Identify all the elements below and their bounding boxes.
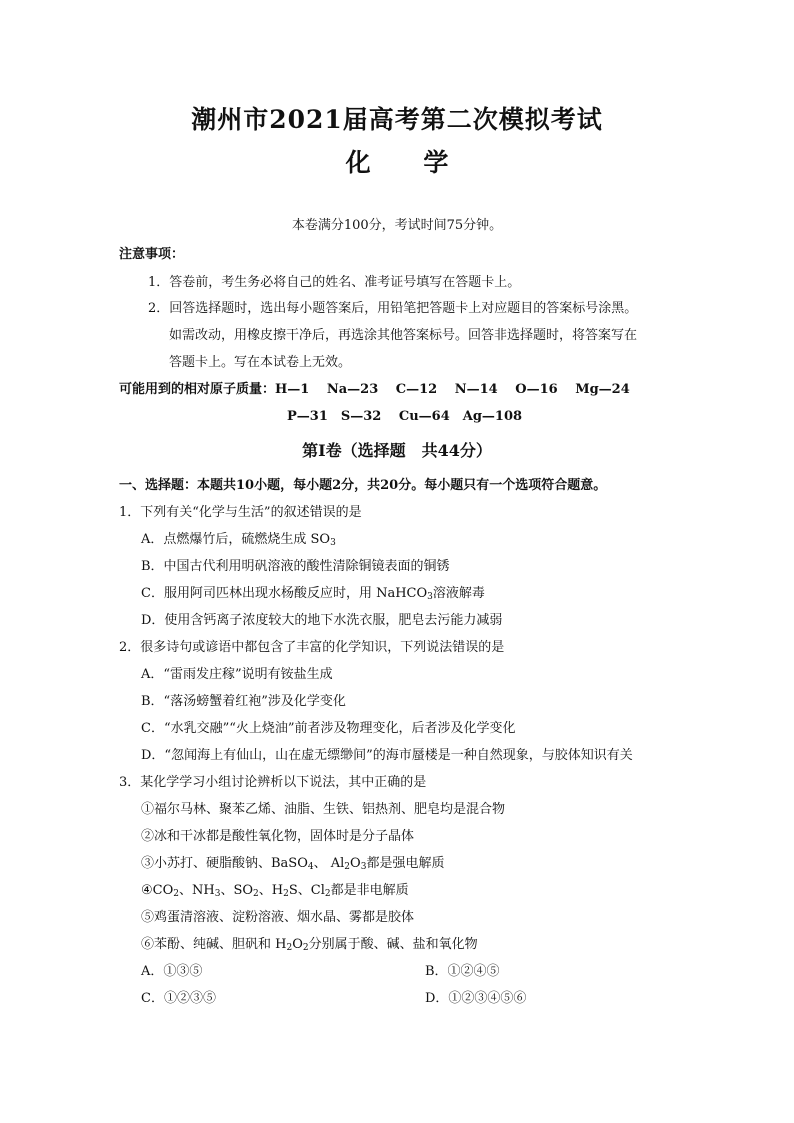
q2-option-b: B．“落汤螃蟹着红袍”涉及化学变化: [141, 694, 346, 709]
notice-label: 注意事项：: [119, 247, 185, 262]
notice-item-2: 2．回答选择题时，选出每小题答案后，用铅笔把答题卡上对应题目的答案标号涂黑。: [148, 301, 638, 316]
exam-title: 潮州市2021届高考第二次模拟考试: [191, 105, 603, 134]
notice-item-2-end: 答题卡上。写在本试卷上无效。: [169, 355, 352, 370]
atomic-mass-values-2: P—31 S—32 Cu—64 Ag—108: [287, 409, 523, 424]
q3-option-b: B．①②④⑤: [425, 964, 500, 979]
q3-statement-4: $④CO_2$、$NH_3$、$SO_2$、$H_2S$、$Cl_2$都是非电解质: [141, 883, 409, 899]
q2-stem: 2．很多诗句或谚语中都包含了丰富的化学知识，下列说法错误的是: [119, 640, 505, 655]
section-title: 第Ⅰ卷（选择题 共44分）: [302, 441, 492, 460]
q2-option-a: A．“雷雨发庄稼”说明有铵盐生成: [141, 667, 333, 682]
q3-statement-2: ②冰和干冰都是酸性氧化物，固体时是分子晶体: [141, 829, 415, 844]
exam-info: 本卷满分100分，考试时间75分钟。: [291, 218, 503, 233]
q3-statement-3: ③小苏打、硬脂酸钠、BaSO$_4$、 $Al_2O_3$都是强电解质: [141, 856, 445, 872]
q3-statement-6: ⑥苯酚、纯碱、胆矾和 $H_2O_2$分别属于酸、碱、盐和氧化物: [141, 937, 478, 953]
q1-option-d: D．使用含钙离子浓度较大的地下水洗衣服，肥皂去污能力减弱: [141, 613, 503, 628]
q3-stem: 3．某化学学习小组讨论辨析以下说法，其中正确的是: [119, 775, 427, 790]
q2-option-c: C．“水乳交融”“火上烧油”前者涉及物理变化，后者涉及化学变化: [141, 721, 516, 736]
q1-option-b: B．中国古代利用明矾溶液的酸性清除铜镜表面的铜锈: [141, 559, 450, 574]
atomic-mass-line-1: [119, 378, 630, 397]
q3-statement-1: ①福尔马林、聚苯乙烯、油脂、生铁、铝热剂、肥皂均是混合物: [141, 802, 506, 817]
subject-title: 化 学: [345, 148, 471, 177]
q3-statement-5: ⑤鸡蛋清溶液、淀粉溶液、烟水晶、雾都是胶体: [141, 910, 415, 925]
q3-option-d: D．①②③④⑤⑥: [425, 991, 527, 1006]
q3-option-a: A．①③⑤: [141, 964, 203, 979]
q1-option-c: C．服用阿司匹林出现水杨酸反应时，用 NaHCO$_3$溶液解毒: [141, 586, 485, 602]
notice-item-2-cont: 如需改动，用橡皮擦干净后，再选涂其他答案标号。回答非选择题时，将答案写在: [169, 328, 638, 343]
q2-option-d: D．“忽闻海上有仙山，山在虚无缥缈间”的海市蜃楼是一种自然现象，与胶体知识有关: [141, 748, 633, 763]
notice-item-1: 1．答卷前，考生务必将自己的姓名、准考证号填写在答题卡上。: [148, 275, 521, 290]
atomic-mass-values-1: H—1 Na—23 C—12 N—14 O—16 Mg—24: [275, 382, 630, 397]
q1-stem: 1．下列有关“化学与生活”的叙述错误的是: [119, 505, 362, 520]
q1-option-a: A．点燃爆竹后，硫燃烧生成 $SO_3$: [141, 532, 336, 548]
section-instruction: 一、选择题：本题共10小题，每小题2分，共20分。每小题只有一个选项符合题意。: [119, 478, 607, 493]
q3-option-c: C．①②③⑤: [141, 991, 216, 1006]
atomic-mass-label: 可能用到的相对原子质量：: [119, 382, 276, 397]
